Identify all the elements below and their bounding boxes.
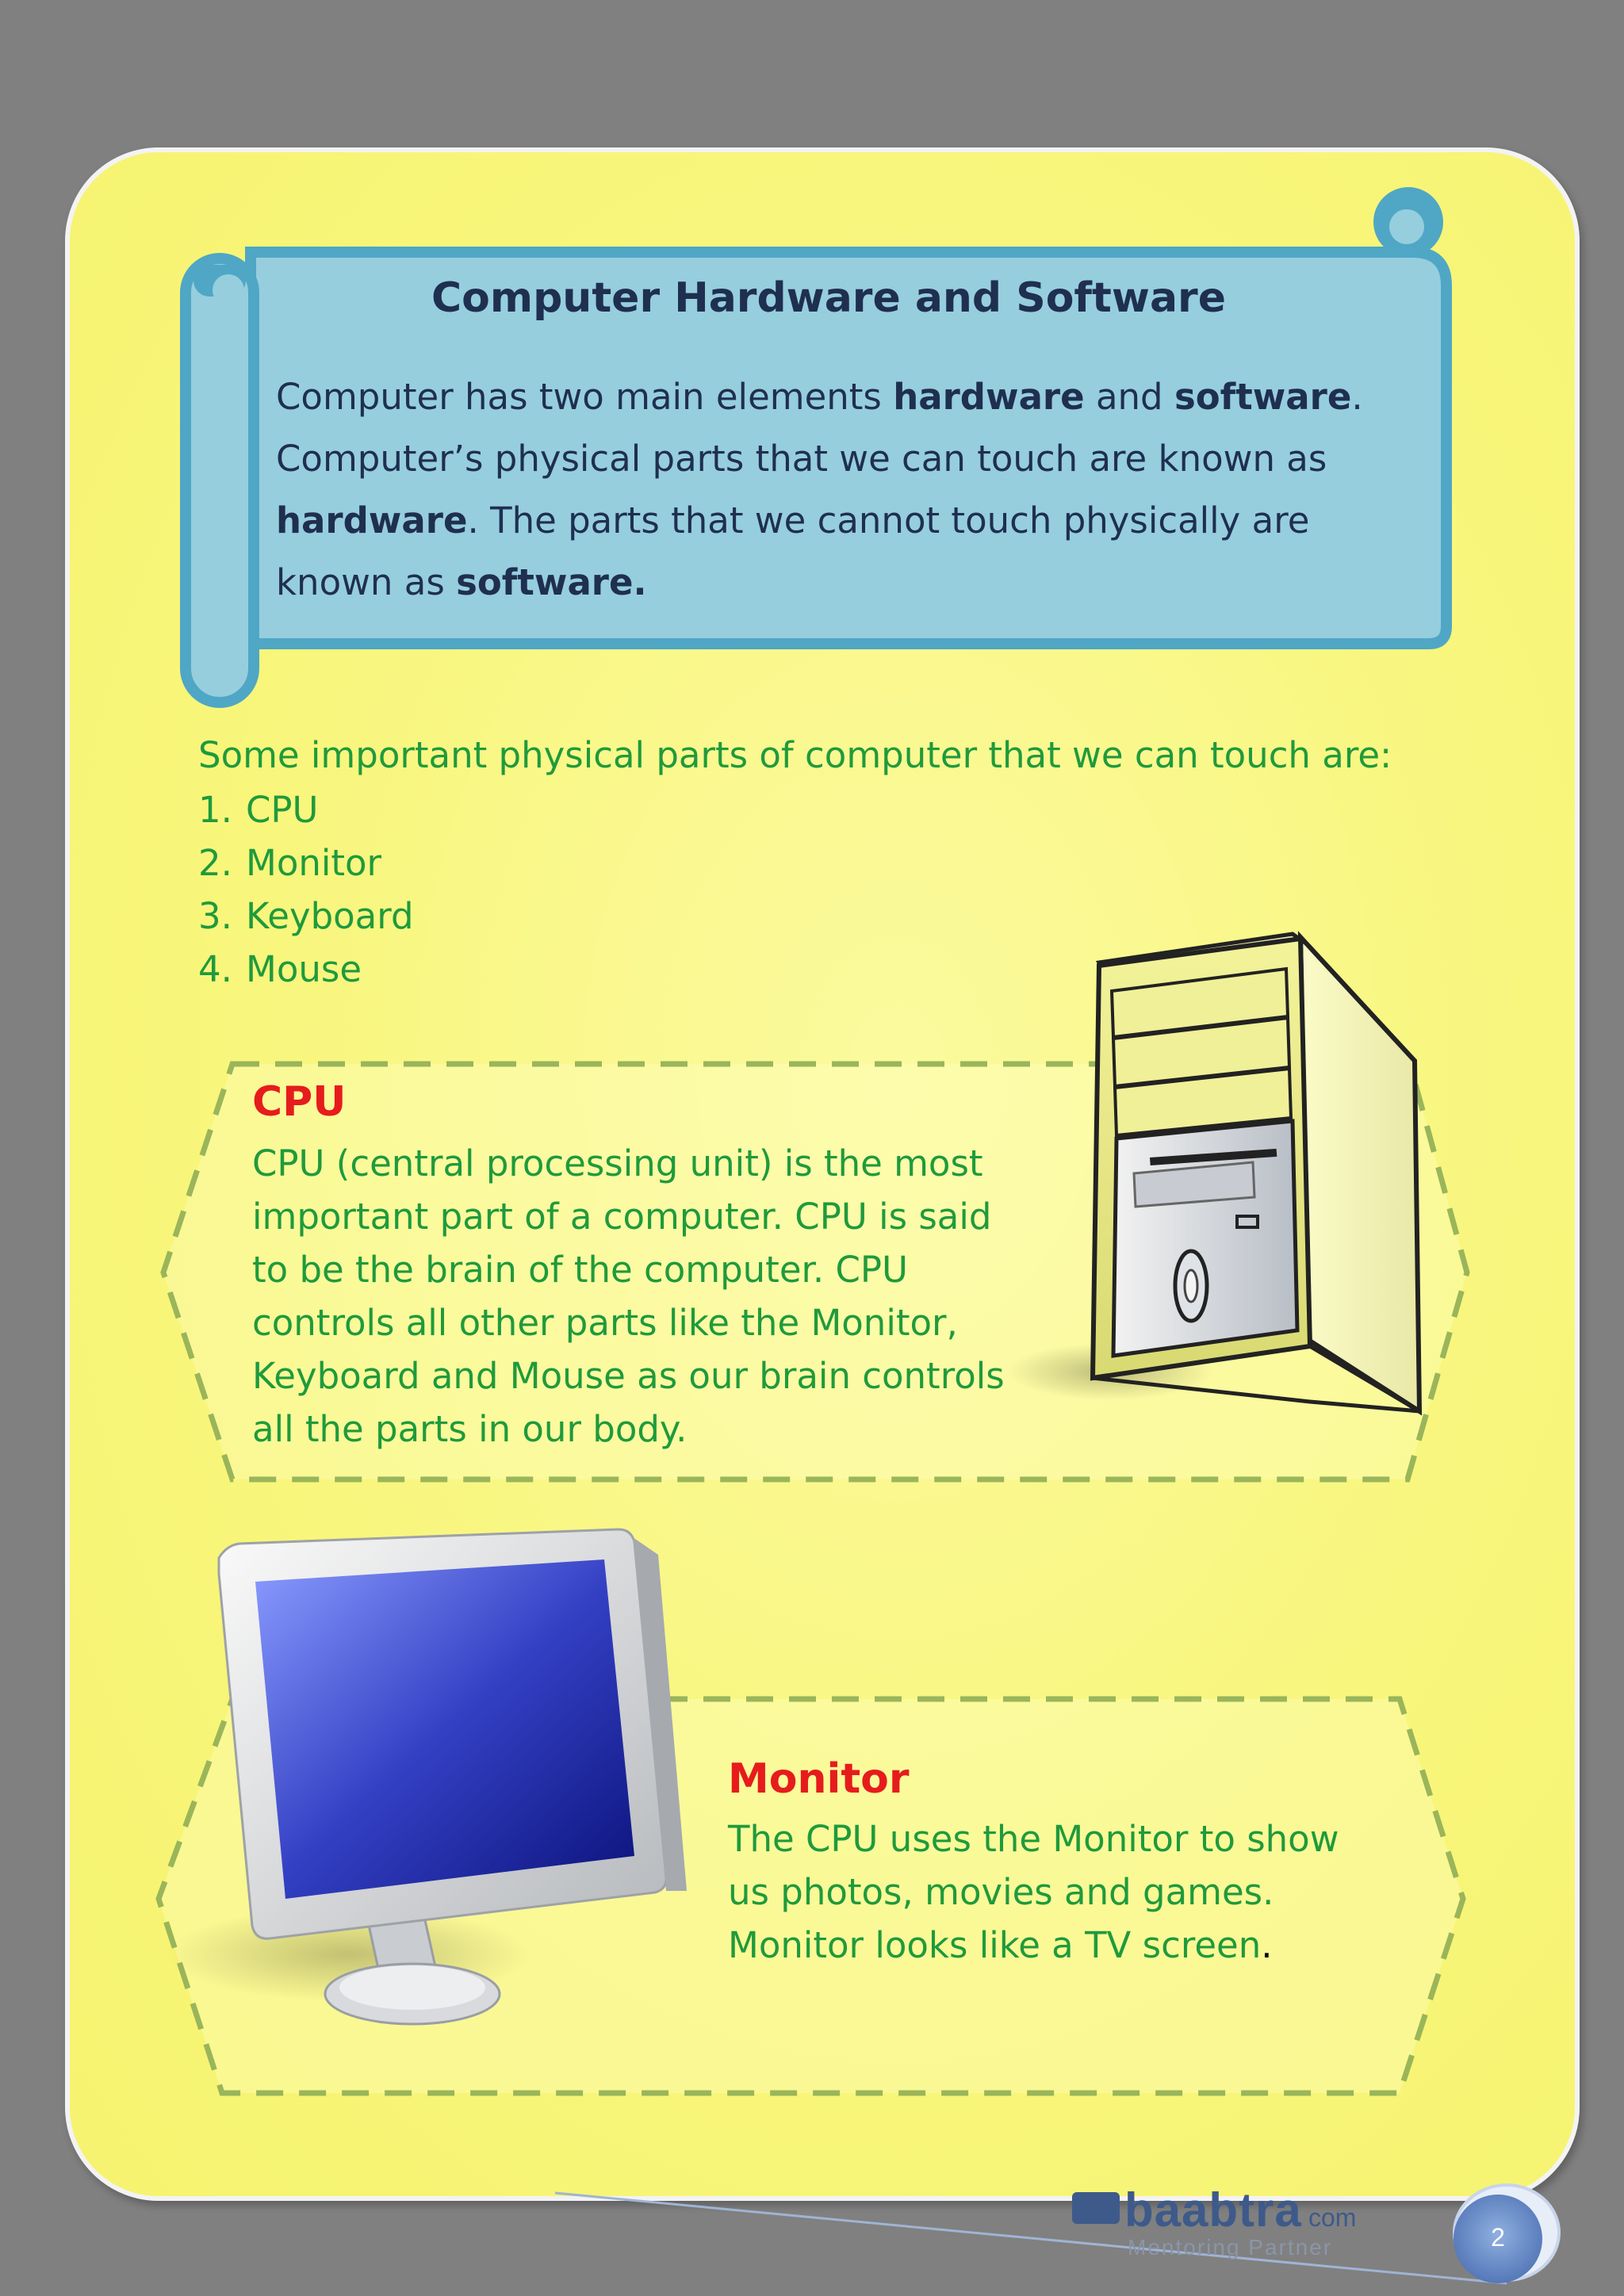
cpu-line: to be the brain of the computer. CPU [252,1249,908,1291]
page-number: 2 [1491,2223,1505,2252]
baabtra-logo [1072,2183,1373,2265]
list-item: 1. CPU [198,789,319,831]
scroll-line-1: Computer has two main elements hardware and software. [276,376,1363,418]
logo-name: baabtra [1124,2183,1302,2237]
monitor-heading: Monitor [728,1755,910,1803]
scroll-line-3: hardware. The parts that we cannot touch physically are [276,499,1310,541]
cpu-heading: CPU [252,1078,347,1126]
cpu-line: controls all other parts like the Monitor, [252,1302,958,1344]
cpu-line: Keyboard and Mouse as our brain controls [252,1355,1005,1397]
monitor-line: The CPU uses the Monitor to show [728,1818,1339,1860]
page-title: Computer Hardware and Software [431,274,1226,322]
logo-mark-icon [1072,2192,1120,2224]
monitor-line: Monitor looks like a TV screen. [728,1924,1273,1966]
logo-suffix: com [1308,2203,1357,2232]
parts-intro: Some important physical parts of computer that we can touch are: [198,734,1392,776]
monitor-line: us photos, movies and games. [728,1871,1274,1913]
cpu-line: all the parts in our body. [252,1408,688,1450]
cpu-line: CPU (central processing unit) is the most [252,1142,983,1184]
scroll-line-2: Computer’s physical parts that we can touch are known as [276,438,1327,480]
cpu-line: important part of a computer. CPU is said [252,1196,992,1238]
list-item: 3. Keyboard [198,895,414,937]
list-item: 2. Monitor [198,842,382,884]
list-item: 4. Mouse [198,948,362,990]
logo-tagline: Mentoring Partner [1128,2235,1333,2260]
scroll-line-4: known as software. [276,561,647,603]
